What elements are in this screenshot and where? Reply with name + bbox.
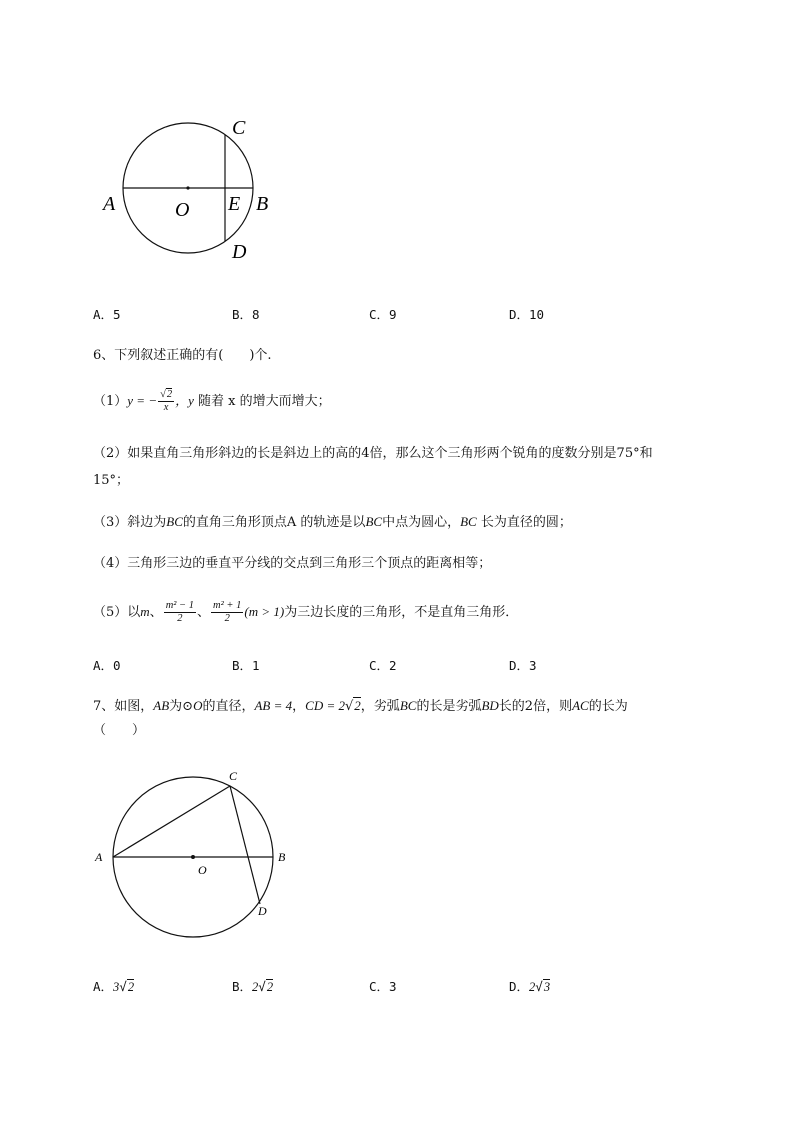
q7-a-rad: 2 bbox=[127, 980, 135, 994]
s5-prefix: （5）以 bbox=[93, 605, 141, 620]
q6-option-b[interactable]: B．1 bbox=[232, 658, 260, 673]
q7-d-coef: 2 bbox=[529, 980, 536, 994]
q7-bc: BC bbox=[399, 698, 417, 713]
s3-bc1: BC bbox=[166, 514, 183, 529]
q6-statement-2-line2: 15°； bbox=[93, 473, 130, 488]
q6-option-d[interactable]: D．3 bbox=[509, 658, 537, 673]
s5-num1: m² − 1 bbox=[165, 600, 195, 611]
q7-option-a[interactable]: A．3√2 bbox=[93, 979, 135, 994]
q5-option-c[interactable]: C．9 bbox=[369, 307, 397, 322]
q7-c-coef: 3 bbox=[389, 979, 397, 994]
s5-suffix: 为三边长度的三角形，不是直角三角形． bbox=[284, 605, 519, 620]
q7-b-prefix: B． bbox=[232, 979, 253, 994]
q7-a-coef: 3 bbox=[113, 980, 120, 994]
chord-ac bbox=[113, 786, 230, 857]
s3-a: （3）斜边为 bbox=[93, 515, 167, 530]
label-o: O bbox=[198, 863, 207, 877]
q6-statement-5: （5）以m、 $\frac{\text{m² − 1}}{2}$ 、 $\frac{\text{m² + 1}}{2}$ (m > 1)为三边长度的三角形，不是直角三角形． bbox=[93, 600, 519, 624]
q7-c-prefix: C． bbox=[369, 979, 390, 994]
label-c: C bbox=[229, 769, 238, 783]
q7-p4: ， bbox=[292, 699, 306, 714]
label-e: E bbox=[228, 193, 241, 215]
q6-statement-3 bbox=[93, 513, 572, 532]
q7-b-coef: 2 bbox=[252, 980, 259, 994]
s5-den2: 2 bbox=[224, 613, 230, 624]
label-a: A bbox=[103, 193, 116, 215]
q7-stem: 7、如图，AB为⊙O的直径，AB = 4，CD = 2√2，劣弧BC的长是劣弧BD长的2倍，则AC的长为 bbox=[93, 698, 628, 714]
s5-fraction-1 bbox=[164, 600, 196, 625]
q7-blank: （ ） bbox=[93, 723, 146, 738]
center-dot bbox=[186, 186, 189, 189]
q7-p3: 的直径， bbox=[202, 699, 255, 714]
q6-option-a[interactable]: A．0 bbox=[93, 658, 121, 673]
label-b: B bbox=[278, 850, 286, 864]
q7-p1: 7、如图， bbox=[93, 699, 154, 714]
s1-expr-left: y = − bbox=[127, 393, 158, 408]
q7-p5: ，劣弧 bbox=[360, 699, 400, 714]
q6-statement-4: （4）三角形三边的垂直平分线的交点到三角形三个顶点的距离相等； bbox=[93, 556, 492, 571]
q6-stem: 6、下列叙述正确的有( )个. bbox=[93, 348, 272, 363]
q7-ab-eq: AB = 4 bbox=[254, 698, 293, 713]
label-o: O bbox=[175, 199, 190, 221]
chord-cd bbox=[230, 786, 260, 904]
q7-bd: BD bbox=[481, 698, 499, 713]
q7-option-c[interactable] bbox=[369, 977, 397, 995]
q7-p6: 的长是劣弧 bbox=[416, 699, 482, 714]
s5-den1: 2 bbox=[177, 613, 183, 624]
q7-d-prefix: D． bbox=[509, 979, 530, 994]
q7-d-rad: 3 bbox=[543, 980, 551, 994]
s5-num2: m² + 1 bbox=[213, 600, 242, 611]
label-a: A bbox=[95, 850, 103, 864]
label-d: D bbox=[232, 241, 247, 263]
q7-a-prefix: A． bbox=[93, 979, 114, 994]
q7-p7: 长的2倍，则 bbox=[498, 699, 573, 714]
q7-cd-eq: CD = 2 bbox=[305, 698, 345, 713]
label-b: B bbox=[256, 193, 269, 215]
center-dot bbox=[191, 855, 195, 859]
q7-option-d[interactable]: D．2√3 bbox=[509, 979, 551, 994]
s1-prefix: （1） bbox=[93, 394, 128, 409]
s5-cond: (m > 1) bbox=[244, 604, 285, 619]
q5-option-a[interactable]: A．5 bbox=[93, 307, 121, 322]
q7-ab: AB bbox=[153, 698, 170, 713]
q6-option-c[interactable]: C．2 bbox=[369, 658, 397, 673]
q7-option-b[interactable]: B．2√2 bbox=[232, 979, 274, 994]
s3-bc2: BC bbox=[365, 514, 383, 529]
label-c: C bbox=[232, 117, 246, 139]
s3-b: 的直角三角形顶点A 的轨迹是以 bbox=[182, 515, 366, 530]
s5-m: m bbox=[140, 604, 150, 619]
label-d: D bbox=[258, 904, 267, 918]
s1-num: 2 bbox=[166, 389, 173, 400]
q5-option-b[interactable]: B．8 bbox=[232, 307, 260, 322]
q7-o: O bbox=[193, 698, 203, 713]
s1-fraction: $\frac{√2}{x}$ bbox=[160, 389, 173, 413]
q7-p2: 为⊙ bbox=[169, 699, 194, 714]
s1-y: ，y bbox=[175, 393, 194, 408]
q7-ac: AC bbox=[572, 698, 589, 713]
q7-p8: 的长为 bbox=[588, 699, 628, 714]
s3-c: 中点为圆心， bbox=[382, 515, 461, 530]
figure-circle-triangle bbox=[90, 765, 300, 950]
q6-statement-2-line1: （2）如果直角三角形斜边的长是斜边上的高的4倍，那么这个三角形两个锐角的度数分别是75°和 bbox=[93, 446, 653, 461]
figure-circle-chord-cd bbox=[95, 110, 295, 270]
q5-option-d[interactable]: D．10 bbox=[509, 307, 545, 322]
s1-den: x bbox=[163, 402, 169, 413]
s3-d: 长为直径的圆； bbox=[476, 515, 572, 530]
s5-fraction-2 bbox=[211, 600, 243, 625]
s3-bc3: BC bbox=[460, 514, 477, 529]
q6-statement-1 bbox=[93, 389, 331, 414]
s1-text: 随着 x 的增大而增大； bbox=[193, 394, 331, 409]
q7-b-rad: 2 bbox=[266, 980, 274, 994]
q7-cd-rad: 2 bbox=[354, 698, 361, 713]
